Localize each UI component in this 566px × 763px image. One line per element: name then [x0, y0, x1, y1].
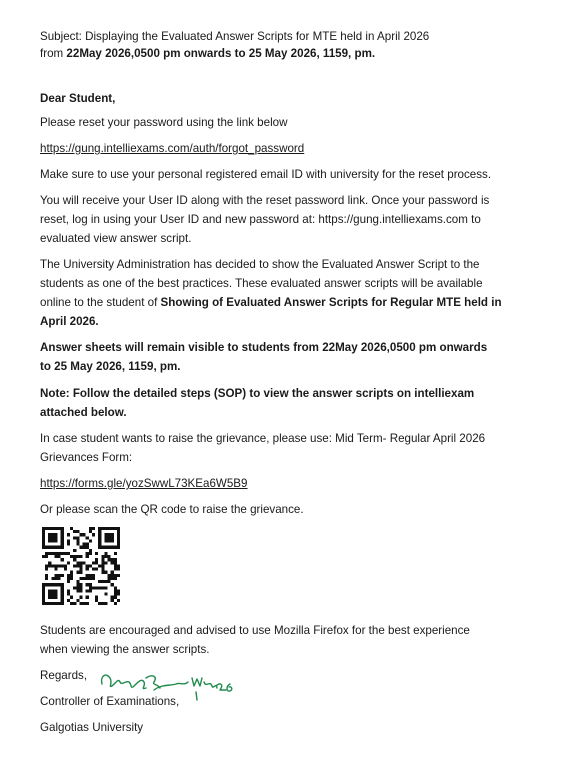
signatory: Controller of Examinations,: [40, 695, 180, 708]
grievance-line-1: In case student wants to raise the grievance, please use: Mid Term- Regular April 2026: [40, 432, 486, 445]
university: Galgotias University: [40, 721, 144, 734]
grievance-line-2: Grievances Form:: [40, 451, 133, 464]
reset-password-link[interactable]: https://gung.intelliexams.com/auth/forgot_password: [40, 142, 305, 155]
subject-line-1: Subject: Displaying the Evaluated Answer Scripts for MTE held in April 2026: [40, 30, 430, 43]
subject-line-2-prefix: from: [40, 47, 67, 60]
admin-line-3-bold: Showing of Evaluated Answer Scripts for Regular MTE held in: [160, 296, 502, 309]
reset-intro: Please reset your password using the link below: [40, 116, 288, 129]
visibility-line-2: to 25 May 2026, 1159, pm.: [40, 360, 181, 373]
qr-code-icon: [42, 527, 120, 605]
visibility-line-1: Answer sheets will remain visible to students from 22May 2026,0500 pm onwards: [40, 341, 488, 354]
admin-line-1: The University Administration has decided to show the Evaluated Answer Script to the: [40, 258, 480, 271]
subject-dates: 22May 2026,0500 pm onwards to 25 May 2026, 1159, pm.: [66, 47, 376, 60]
grievance-form-link[interactable]: https://forms.gle/yozSwwL73KEa6W5B9: [40, 477, 248, 490]
note-line-1: Note: Follow the detailed steps (SOP) to view the answer scripts on intelliexam: [40, 387, 475, 400]
email-note: Make sure to use your personal registered email ID with university for the reset process.: [40, 168, 492, 181]
admin-line-2: students as one of the best practices. These evaluated answer scripts will be available: [40, 277, 483, 290]
firefox-line-2: when viewing the answer scripts.: [40, 643, 210, 656]
userid-line-1: You will receive your User ID along with the reset password link. Once your password is: [40, 194, 490, 207]
greeting: Dear Student,: [40, 92, 116, 105]
qr-note: Or please scan the QR code to raise the grievance.: [40, 503, 304, 516]
admin-line-3-normal: online to the student of: [40, 296, 161, 309]
userid-line-2: reset, log in using your User ID and new password at: https://gung.intelliexams.com to: [40, 213, 481, 226]
admin-line-4: April 2026.: [40, 315, 99, 328]
regards: Regards,: [40, 669, 88, 682]
subject-line-2: [40, 44, 542, 63]
userid-line-3: evaluated view answer script.: [40, 232, 192, 245]
note-line-2: attached below.: [40, 406, 127, 419]
admin-line-3: [40, 293, 542, 312]
firefox-line-1: Students are encouraged and advised to use Mozilla Firefox for the best experience: [40, 624, 470, 637]
